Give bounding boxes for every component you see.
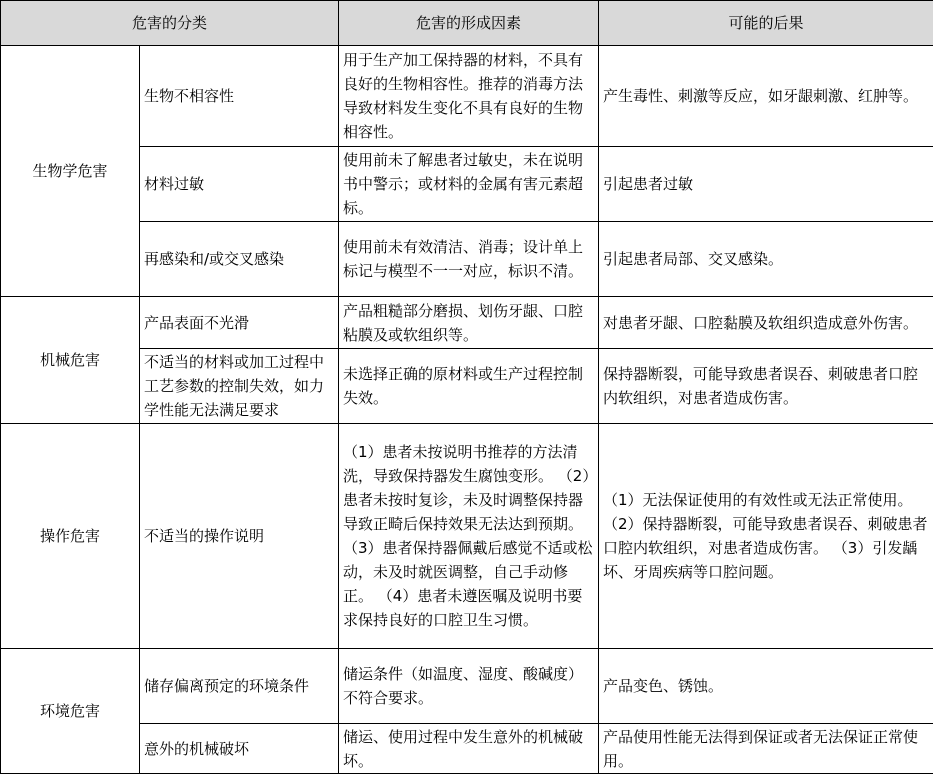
effect-cell: （1）无法保证使用的有效性或无法正常使用。 （2）保持器断裂，可能导致患者误吞、刺破患者口腔内软组织，对患者造成伤害。 （3）引发龋坏、牙周疾病等口腔问题。 bbox=[599, 424, 933, 649]
table-row bbox=[1, 424, 933, 649]
effect-cell: 产品变色、锈蚀。 bbox=[599, 649, 933, 724]
subcategory-cell: 材料过敏 bbox=[140, 147, 339, 222]
header-hazard-cause: 危害的形成因素 bbox=[339, 1, 599, 46]
cause-cell: 使用前未有效清洁、消毒；设计单上标记与模型不一一对应，标识不清。 bbox=[339, 222, 599, 297]
category-cell-biological: 生物学危害 bbox=[1, 46, 140, 297]
cause-cell: 用于生产加工保持器的材料，不具有良好的生物相容性。推荐的消毒方法导致材料发生变化不具有良好的生物相容性。 bbox=[339, 46, 599, 147]
table-row bbox=[1, 724, 933, 774]
header-hazard-category: 危害的分类 bbox=[1, 1, 339, 46]
effect-cell: 对患者牙龈、口腔黏膜及软组织造成意外伤害。 bbox=[599, 297, 933, 349]
cause-cell: 储运条件（如温度、湿度、酸碱度）不符合要求。 bbox=[339, 649, 599, 724]
table-row bbox=[1, 297, 933, 349]
subcategory-cell: 储存偏离预定的环境条件 bbox=[140, 649, 339, 724]
effect-cell: 产品使用性能无法得到保证或者无法保证正常使用。 bbox=[599, 724, 933, 774]
cause-cell: （1）患者未按说明书推荐的方法清洗，导致保持器发生腐蚀变形。 （2）患者未按时复诊，未及时调整保持器导致正畸后保持效果无法达到预期。 （3）患者保持器佩戴后感觉不适或松动，未及时就医调整，自己手动修正。 （4）患者未遵医嘱及说明书要求保持良好的口腔卫生习惯。 bbox=[339, 424, 599, 649]
cause-cell: 产品粗糙部分磨损、划伤牙龈、口腔粘膜及或软组织等。 bbox=[339, 297, 599, 349]
header-possible-consequence: 可能的后果 bbox=[599, 1, 933, 46]
subcategory-cell: 生物不相容性 bbox=[140, 46, 339, 147]
cause-cell: 储运、使用过程中发生意外的机械破坏。 bbox=[339, 724, 599, 774]
category-cell-environmental: 环境危害 bbox=[1, 649, 140, 774]
subcategory-cell: 再感染和/或交叉感染 bbox=[140, 222, 339, 297]
category-cell-mechanical: 机械危害 bbox=[1, 297, 140, 424]
effect-cell: 引起患者局部、交叉感染。 bbox=[599, 222, 933, 297]
subcategory-cell: 产品表面不光滑 bbox=[140, 297, 339, 349]
subcategory-cell: 意外的机械破坏 bbox=[140, 724, 339, 774]
subcategory-cell: 不适当的材料或加工过程中工艺参数的控制失效，如力学性能无法满足要求 bbox=[140, 349, 339, 424]
category-cell-operational: 操作危害 bbox=[1, 424, 140, 649]
subcategory-cell: 不适当的操作说明 bbox=[140, 424, 339, 649]
effect-cell: 引起患者过敏 bbox=[599, 147, 933, 222]
table-row bbox=[1, 46, 933, 147]
effect-cell: 保持器断裂，可能导致患者误吞、刺破患者口腔内软组织，对患者造成伤害。 bbox=[599, 349, 933, 424]
cause-cell: 未选择正确的原材料或生产过程控制失效。 bbox=[339, 349, 599, 424]
table-row bbox=[1, 147, 933, 222]
table-header-row bbox=[1, 1, 933, 46]
cause-cell: 使用前未了解患者过敏史，未在说明书中警示；或材料的金属有害元素超标。 bbox=[339, 147, 599, 222]
table-row bbox=[1, 349, 933, 424]
effect-cell: 产生毒性、刺激等反应，如牙龈刺激、红肿等。 bbox=[599, 46, 933, 147]
table-row bbox=[1, 649, 933, 724]
table-row bbox=[1, 222, 933, 297]
